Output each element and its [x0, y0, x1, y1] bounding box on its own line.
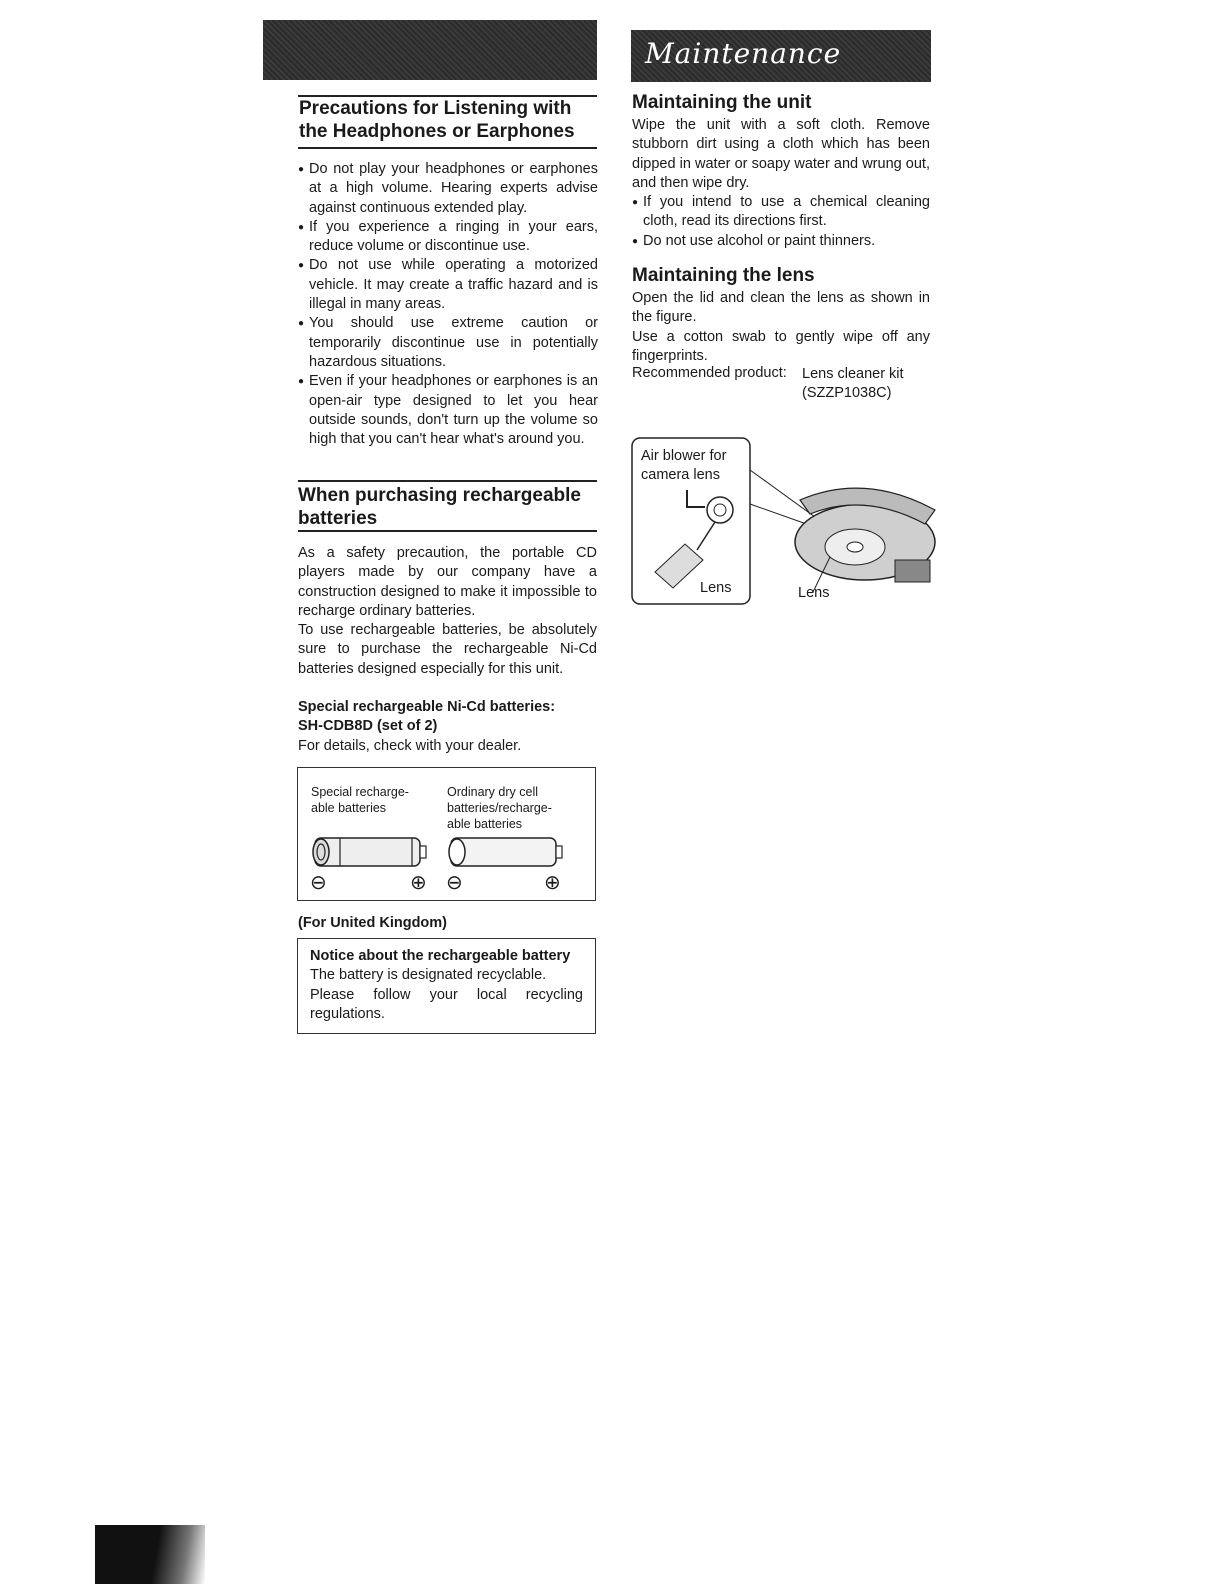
special-batteries-model: SH-CDB8D (set of 2)	[298, 718, 438, 735]
maintaining-unit-heading: Maintaining the unit	[632, 92, 812, 113]
plus-icon: ⊕	[544, 872, 561, 894]
batteries-para2: To use rechargeable batteries, be absolutely sure to purchase the rechargeable Ni-Cd batteries designed especially for this unit.	[298, 622, 597, 677]
list-item: ● You should use extreme caution or temporarily discontinue use in potentially hazardous situations.	[298, 314, 598, 372]
plus-icon: ⊕	[410, 872, 427, 894]
recommended-value: Lens cleaner kit	[802, 366, 904, 382]
precautions-heading-line2: the Headphones or Earphones	[299, 121, 575, 142]
batteries-heading-line1: When purchasing rechargeable	[298, 485, 581, 506]
unit-para: Wipe the unit with a soft cloth. Remove stubborn dirt using a cloth which has been dipped in water or soapy water and wrung out, and then wipe dry.	[632, 117, 930, 191]
batteries-bottom-rule	[298, 530, 597, 532]
air-blower-label	[641, 447, 726, 485]
recycling-notice	[297, 938, 596, 1034]
special-battery-icon	[310, 834, 430, 870]
special-batteries	[298, 698, 598, 756]
notice-line2: Please follow your local recycling regulations.	[310, 986, 583, 1022]
special-batteries-line1: Special rechargeable Ni-Cd batteries:	[298, 699, 556, 715]
notice-line1: The battery is designated recyclable.	[310, 967, 547, 984]
list-item: ● Do not use while operating a motorized vehicle. It may create a traffic hazard and is illegal in many areas.	[298, 256, 598, 314]
maintenance-title: Maintenance	[645, 37, 842, 70]
minus-icon: ⊖	[310, 872, 327, 894]
uk-label: (For United Kingdom)	[298, 915, 448, 931]
unit-bullets	[632, 193, 930, 251]
recommended-label: Recommended product:	[632, 365, 787, 381]
batteries-heading	[298, 484, 598, 530]
maintaining-unit-body	[632, 116, 930, 251]
lens-label-right: Lens	[798, 585, 830, 601]
air-blower-label-line1: Air blower for	[641, 448, 727, 464]
batteries-para1: As a safety precaution, the portable CD players made by our company have a construction designed to make it impossible to recharge ordinary batteries.	[298, 545, 597, 619]
special-battery-label-line1: Special recharge-	[311, 785, 409, 799]
list-item: ● If you experience a ringing in your ears, reduce volume or discontinue use.	[298, 218, 598, 257]
precautions-bottom-rule	[298, 147, 597, 149]
batteries-heading-line2: batteries	[298, 508, 378, 529]
maintenance-banner	[631, 30, 931, 82]
ordinary-battery-label	[447, 784, 552, 832]
left-banner	[263, 20, 597, 80]
list-item: ● Do not use alcohol or paint thinners.	[632, 232, 930, 251]
dealer-note: For details, check with your dealer.	[298, 737, 522, 754]
list-item: ● Even if your headphones or earphones is an open-air type designed to let you hear outside sounds, don't turn up the volume so high that you can't hear what's around you.	[298, 372, 598, 449]
precautions-list	[298, 160, 598, 449]
special-battery-label	[311, 784, 409, 816]
batteries-top-rule	[298, 480, 597, 482]
notice-title: Notice about the rechargeable battery	[310, 948, 571, 964]
ordinary-battery-label-line3: able batteries	[447, 817, 523, 831]
special-battery-label-line2: able batteries	[311, 801, 387, 815]
ordinary-battery-icon	[446, 834, 566, 870]
maintaining-lens-heading: Maintaining the lens	[632, 265, 815, 286]
minus-icon: ⊖	[446, 872, 463, 894]
batteries-body	[298, 544, 597, 679]
lens-label-left: Lens	[700, 580, 732, 596]
precautions-heading-line1: Precautions for Listening with	[299, 98, 572, 119]
recommended-code: (SZZP1038C)	[802, 385, 892, 401]
air-blower-label-line2: camera lens	[641, 467, 720, 483]
maintaining-lens-body	[632, 289, 930, 366]
ordinary-battery-label-line2: batteries/recharge-	[447, 801, 552, 815]
lens-para2: Use a cotton swab to gently wipe off any fingerprints.	[632, 328, 930, 364]
list-item: ● Do not play your headphones or earphones at a high volume. Hearing experts advise against continuous extended play.	[298, 160, 598, 218]
scan-artifact	[95, 1525, 205, 1584]
ordinary-battery-label-line1: Ordinary dry cell	[447, 785, 538, 799]
list-item: ● If you intend to use a chemical cleaning cloth, read its directions first.	[632, 193, 930, 232]
battery-figure	[297, 767, 596, 901]
lens-para1: Open the lid and clean the lens as shown in the figure.	[632, 290, 930, 326]
precautions-heading	[299, 97, 599, 143]
